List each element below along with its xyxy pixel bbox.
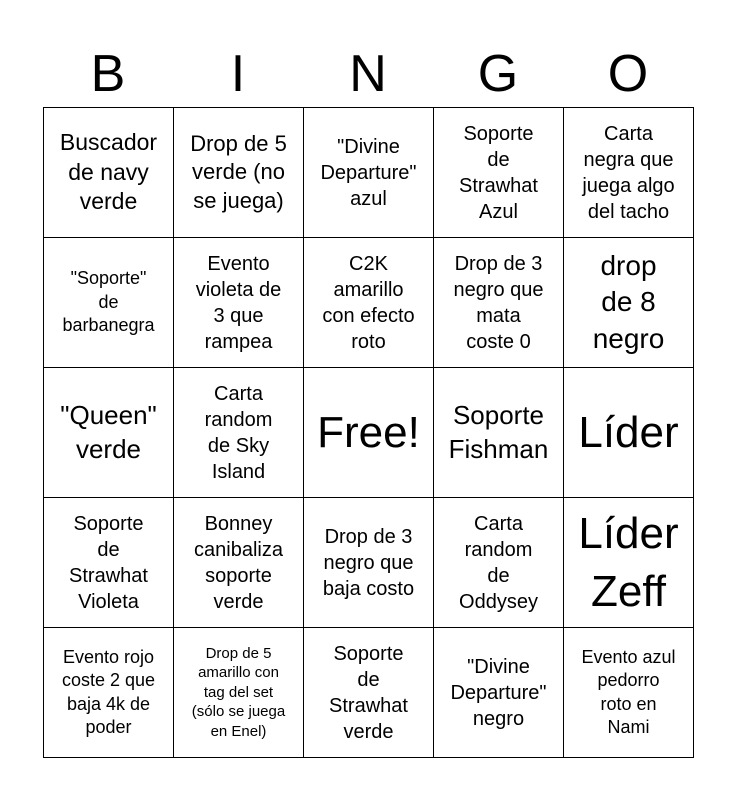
- cell-text: Soporte de Strawhat verde: [329, 642, 408, 743]
- cell-text: Líder: [578, 407, 679, 457]
- cell-text: Bonney canibaliza soporte verde: [194, 512, 283, 613]
- cell-text: Evento rojo coste 2 que baja 4k de poder: [61, 646, 156, 737]
- bingo-cell: [174, 368, 304, 498]
- cell-text: Evento azul pedorro roto en Nami: [581, 646, 676, 737]
- bingo-cell: [174, 498, 304, 628]
- cell-text: Carta random de Sky Island: [204, 382, 273, 483]
- bingo-cell: [564, 238, 694, 368]
- bingo-cell: [564, 108, 694, 238]
- cell-text: Buscador de navy verde: [59, 128, 158, 215]
- bingo-cell: [174, 108, 304, 238]
- cell-text: Carta random de Oddysey: [459, 512, 538, 613]
- free-cell: [304, 368, 434, 498]
- bingo-cell: [44, 238, 174, 368]
- cell-text: Carta negra que juega algo del tacho: [582, 122, 675, 223]
- bingo-cell: [304, 628, 434, 758]
- bingo-cell: [304, 498, 434, 628]
- bingo-header: [43, 40, 693, 108]
- grid-row: [44, 498, 694, 628]
- cell-text: Soporte Fishman: [448, 399, 549, 464]
- header-letter-o: O: [607, 45, 649, 103]
- cell-text: "Soporte" de barbanegra: [62, 268, 155, 336]
- cell-text: Free!: [317, 407, 420, 457]
- grid-row: [44, 368, 694, 498]
- cell-text: Drop de 5 amarillo con tag del set (sólo se juega en Enel): [191, 644, 286, 740]
- bingo-cell: [564, 628, 694, 758]
- header-letter-b: B: [90, 45, 126, 103]
- bingo-cell: [434, 108, 564, 238]
- bingo-cell: [44, 498, 174, 628]
- grid-row: [44, 238, 694, 368]
- bingo-cell: [44, 368, 174, 498]
- cell-text: Evento violeta de 3 que rampea: [195, 252, 282, 353]
- cell-text: "Queen" verde: [60, 399, 157, 464]
- bingo-cell: [174, 628, 304, 758]
- cell-text: Soporte de Strawhat Azul: [459, 122, 538, 223]
- cell-text: drop de 8 negro: [592, 249, 665, 354]
- bingo-cell: [434, 238, 564, 368]
- cell-text: "Divine Departure" azul: [320, 135, 417, 210]
- cell-text: Drop de 3 negro que mata coste 0: [453, 252, 544, 353]
- cell-text: C2K amarillo con efecto roto: [322, 252, 415, 353]
- bingo-cell: [304, 238, 434, 368]
- cell-text: Líder Zeff: [578, 509, 679, 616]
- bingo-cell: [564, 498, 694, 628]
- bingo-cell: [304, 108, 434, 238]
- grid-row: [44, 628, 694, 758]
- header-letter-g: G: [477, 45, 519, 103]
- grid-row: [44, 108, 694, 238]
- bingo-cell: [434, 368, 564, 498]
- bingo-cell: [44, 628, 174, 758]
- bingo-cell: [44, 108, 174, 238]
- bingo-grid: [43, 107, 694, 758]
- bingo-cell: [434, 498, 564, 628]
- cell-text: Drop de 3 negro que baja costo: [322, 525, 415, 600]
- header-letter-i: I: [230, 45, 246, 103]
- bingo-cell: [174, 238, 304, 368]
- header-letter-n: N: [349, 45, 387, 103]
- bingo-cell: [564, 368, 694, 498]
- cell-text: Drop de 5 verde (no se juega): [190, 130, 287, 213]
- cell-text: "Divine Departure" negro: [450, 655, 547, 730]
- bingo-cell: [434, 628, 564, 758]
- cell-text: Soporte de Strawhat Violeta: [69, 512, 148, 613]
